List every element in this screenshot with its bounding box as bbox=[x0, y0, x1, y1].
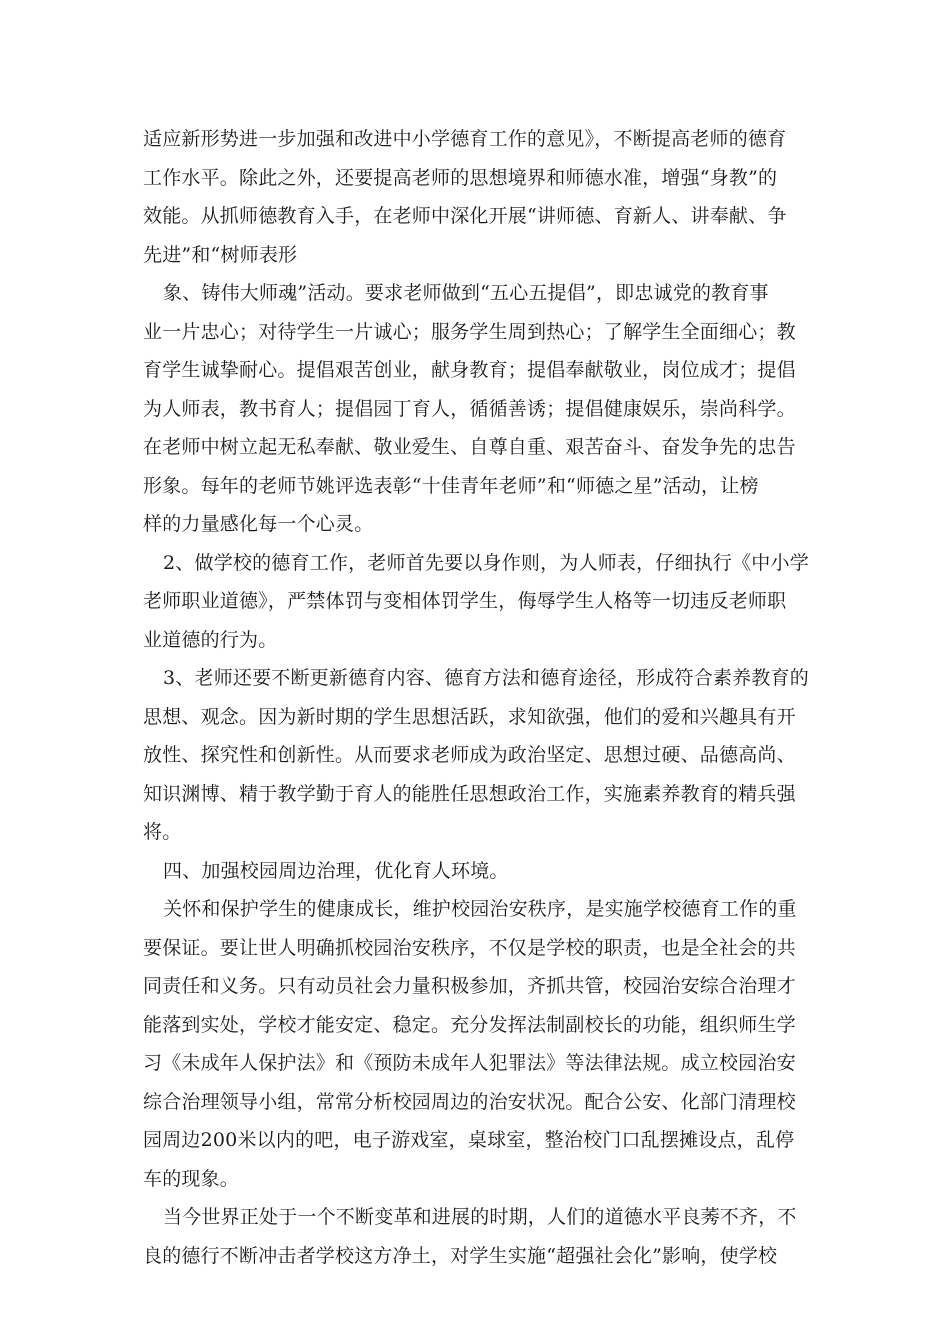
text-line: 先进”和“树师表形 bbox=[143, 243, 298, 266]
text-line: 放性、探究性和创新性。从而要求老师成为政治坚定、思想过硬、品德高尚、 bbox=[143, 744, 796, 766]
text-line: 适应新形势进一步加强和改进中小学德育工作的意见》，不断提高老师的德育 bbox=[143, 128, 787, 150]
text-line: 当今世界正处于一个不断变革和进展的时期，人们的道德水平良莠不齐，不 bbox=[163, 1206, 797, 1228]
text-line: 工作水平。除此之外，还要提高老师的思想境界和师德水准，增强“身教”的 bbox=[143, 166, 778, 189]
text-line: 要保证。要让世人明确抓校园治安秩序，不仅是学校的职责，也是全社会的共 bbox=[143, 936, 796, 959]
text-line: 老师职业道德》，严禁体罚与变相体罚学生，侮辱学生人格等一切违反老师职 bbox=[143, 590, 787, 612]
text-line: 象、铸伟大师魂”活动。要求老师做到“五心五提倡”，即忠诚党的教育事 bbox=[163, 282, 769, 304]
text-line: 四、加强校园周边治理，优化育人环境。 bbox=[163, 859, 509, 882]
text-line: 综合治理领导小组，常常分析校园周边的治安状况。配合公安、化部门清理校 bbox=[143, 1090, 796, 1113]
text-line: 知识渊博、精于教学勤于育人的能胜任思想政治工作，实施素养教育的精兵强 bbox=[143, 782, 796, 805]
text-line: 同责任和义务。只有动员社会力量积极参加，齐抓共管，校园治安综合治理才 bbox=[143, 975, 796, 997]
text-line: 3、老师还要不断更新德育内容、德育方法和德育途径，形成符合素养教育的 bbox=[163, 667, 809, 689]
document-body bbox=[143, 120, 815, 1275]
text-line: 将。 bbox=[143, 821, 182, 843]
text-line: 业道德的行为。 bbox=[143, 628, 278, 651]
text-line: 为人师表，教书育人；提倡园丁育人，循循善诱；提倡健康娱乐，崇尚科学。 bbox=[143, 397, 796, 420]
text-line: 育学生诚挚耐心。提倡艰苦创业，献身教育；提倡奉献敬业，岗位成才；提倡 bbox=[143, 359, 796, 381]
text-line: 园周边200米以内的吧，电子游戏室，桌球室，整治校门口乱摆摊设点，乱停 bbox=[143, 1129, 795, 1151]
text-line: 业一片忠心；对待学生一片诚心；服务学生周到热心；了解学生全面细心；教 bbox=[143, 320, 796, 343]
text-line: 思想、观念。因为新时期的学生思想活跃，求知欲强，他们的爱和兴趣具有开 bbox=[143, 705, 796, 728]
text-line: 车的现象。 bbox=[143, 1167, 240, 1190]
text-line: 效能。从抓师德教育入手，在老师中深化开展“讲师德、育新人、讲奉献、争 bbox=[143, 205, 787, 227]
text-line: 能落到实处，学校才能安定、稳定。充分发挥法制副校长的功能，组织师生学 bbox=[143, 1013, 796, 1036]
text-line: 关怀和保护学生的健康成长，维护校园治安秩序，是实施学校德育工作的重 bbox=[163, 898, 797, 920]
text-line: 2、做学校的德育工作，老师首先要以身作则，为人师表，仔细执行《中小学 bbox=[163, 551, 809, 574]
text-line: 样的力量感化每一个心灵。 bbox=[143, 513, 374, 535]
text-line: 在老师中树立起无私奉献、敬业爱生、自尊自重、艰苦奋斗、奋发争先的忠告 bbox=[143, 436, 796, 458]
text-line: 习《未成年人保护法》和《预防未成年人犯罪法》等法律法规。成立校园治安 bbox=[143, 1052, 796, 1074]
text-line: 形象。每年的老师节姚评选表彰“十佳青年老师”和“师德之星”活动，让榜 bbox=[143, 474, 759, 497]
text-line: 良的德行不断冲击者学校这方净土，对学生实施“超强社会化”影响，使学校 bbox=[143, 1244, 778, 1267]
